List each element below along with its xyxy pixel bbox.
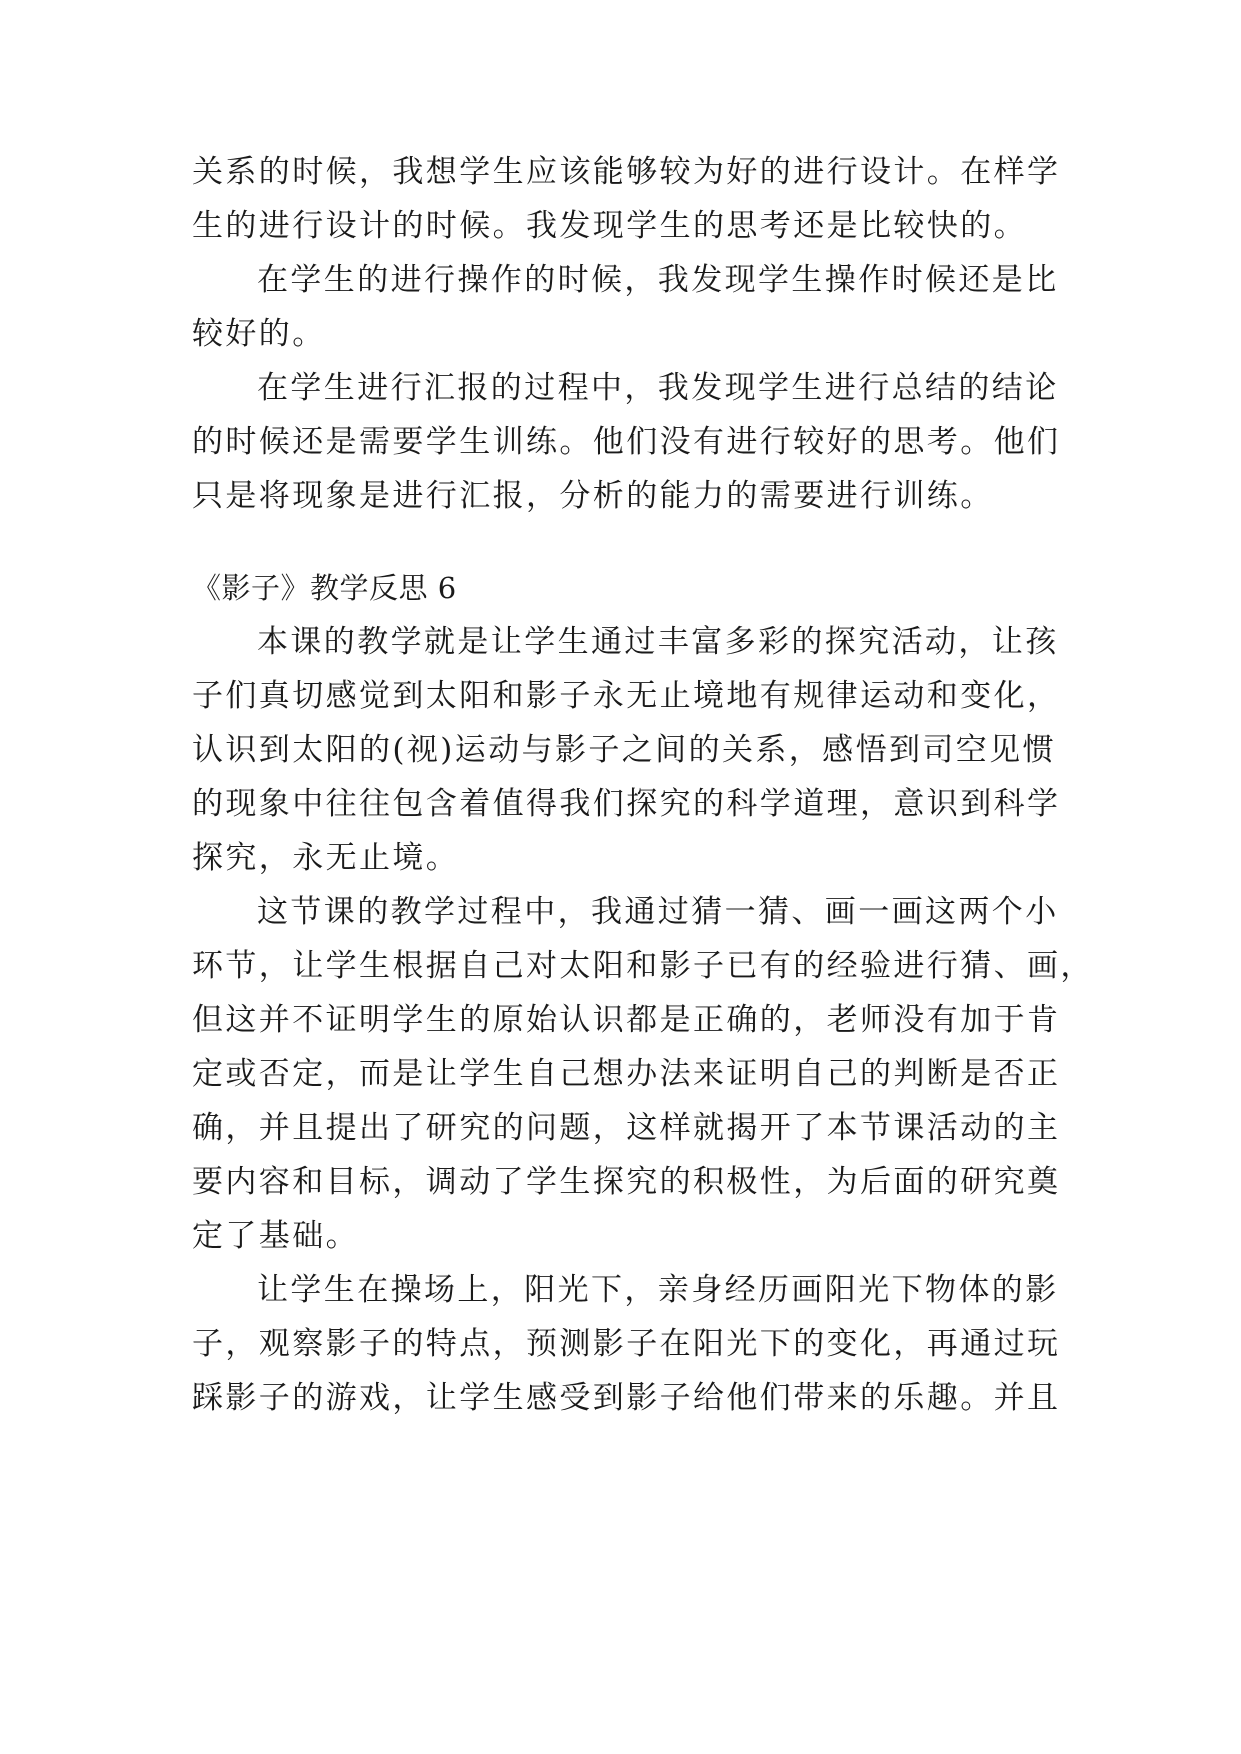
paragraph-line: 生的进行设计的时候。我发现学生的思考还是比较快的。 <box>192 208 1027 244</box>
paragraph-line: 踩影子的游戏，让学生感受到影子给他们带来的乐趣。并且 <box>192 1380 1061 1416</box>
paragraph-line: 子们真切感觉到太阳和影子永无止境地有规律运动和变化， <box>192 678 1061 714</box>
paragraph-line: 的现象中往往包含着值得我们探究的科学道理，意识到科学 <box>192 786 1061 822</box>
paragraph-line: 认识到太阳的(视)运动与影子之间的关系，感悟到司空见惯 <box>192 732 1056 768</box>
paragraph-line: 定了基础。 <box>192 1218 359 1254</box>
paragraph-line: 确，并且提出了研究的问题，这样就揭开了本节课活动的主 <box>192 1110 1061 1146</box>
paragraph-line: 较好的。 <box>192 316 326 352</box>
paragraph-line: 的时候还是需要学生训练。他们没有进行较好的思考。他们 <box>192 424 1061 460</box>
paragraph-line: 在学生进行汇报的过程中，我发现学生进行总结的结论 <box>257 370 1059 406</box>
paragraph-line: 定或否定，而是让学生自己想办法来证明自己的判断是否正 <box>192 1056 1061 1092</box>
paragraph-line: 在学生的进行操作的时候，我发现学生操作时候还是比 <box>257 262 1059 298</box>
paragraph-line: 子，观察影子的特点，预测影子在阳光下的变化，再通过玩 <box>192 1326 1061 1362</box>
paragraph-line: 但这并不证明学生的原始认识都是正确的，老师没有加于肯 <box>192 1002 1061 1038</box>
paragraph-line: 这节课的教学过程中，我通过猜一猜、画一画这两个小 <box>257 894 1059 930</box>
paragraph-line: 关系的时候，我想学生应该能够较为好的进行设计。在样学 <box>192 154 1061 190</box>
paragraph-line: 让学生在操场上，阳光下，亲身经历画阳光下物体的影 <box>257 1272 1059 1308</box>
paragraph-line: 要内容和目标，调动了学生探究的积极性，为后面的研究奠 <box>192 1164 1061 1200</box>
paragraph-line: 探究，永无止境。 <box>192 840 460 876</box>
paragraph-line: 只是将现象是进行汇报，分析的能力的需要进行训练。 <box>192 478 994 514</box>
section-heading: 《影子》教学反思 6 <box>192 571 457 605</box>
paragraph-line: 本课的教学就是让学生通过丰富多彩的探究活动，让孩 <box>257 624 1059 660</box>
paragraph-line: 环节，让学生根据自己对太阳和影子已有的经验进行猜、画， <box>192 948 1094 984</box>
